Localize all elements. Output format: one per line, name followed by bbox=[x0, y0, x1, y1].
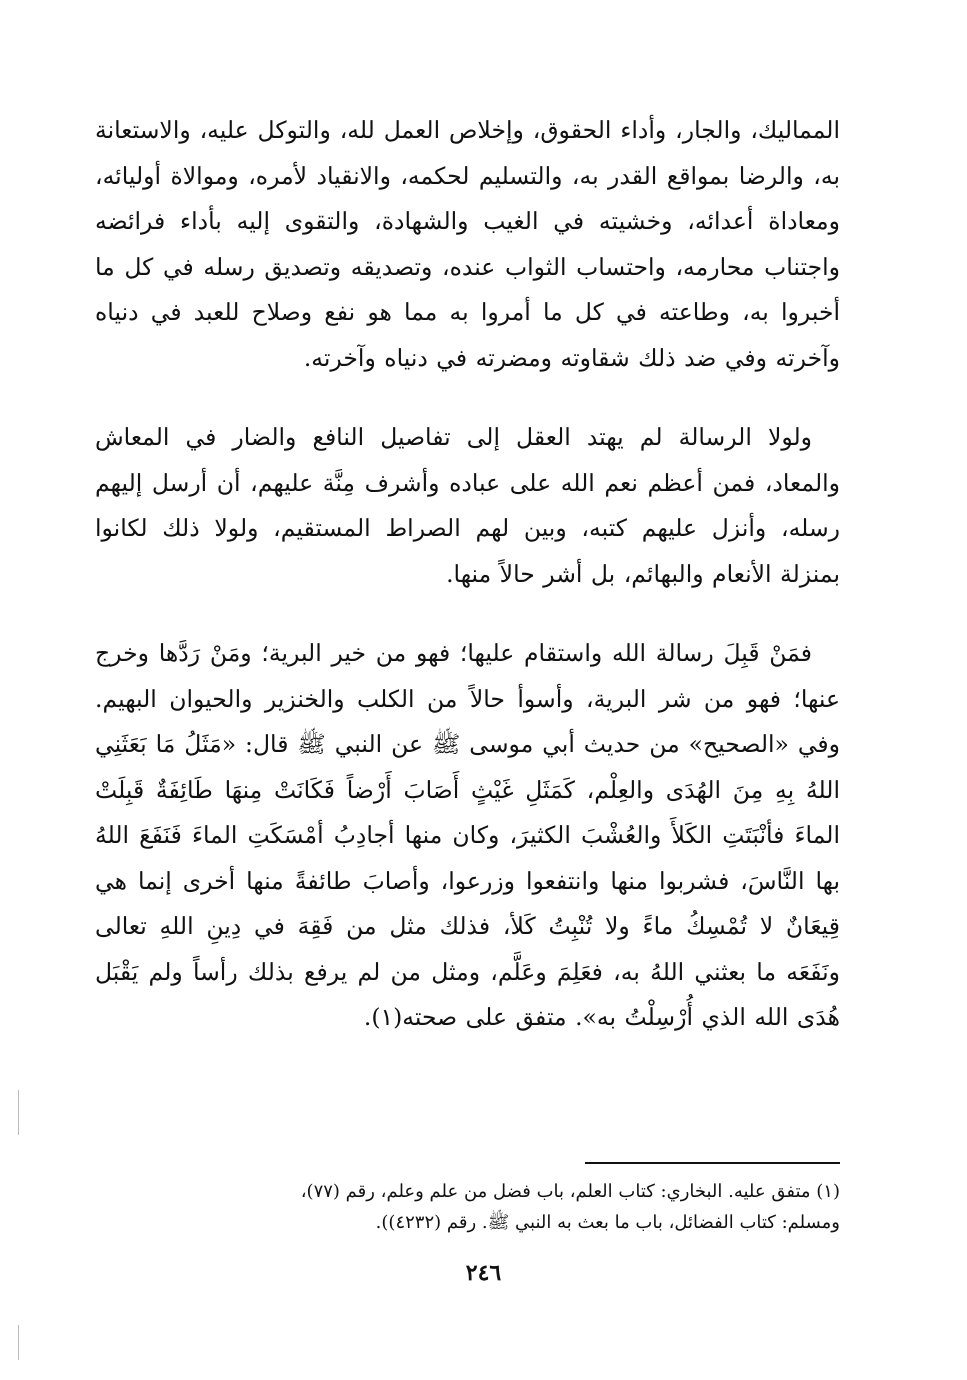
footnote-line-2: ومسلم: كتاب الفضائل، باب ما بعث به النبي ﷺ. رقم (٤٢٣٢)). bbox=[375, 1212, 840, 1233]
paragraph-1 bbox=[95, 108, 840, 381]
paragraph-2-text: ولولا الرسالة لم يهتد العقل إلى تفاصيل النافع والضار في المعاش والمعاد، فمن أعظم نعم الله على عباده وأشرف مِنَّة عليهم، أن أرسل إليهم رسله، وأنزل عليهم كتبه، وبين لهم الصراط المستقيم، ولولا ذلك لكانوا بمنزلة الأنعام والبهائم، بل أشر حالاً منها. bbox=[95, 423, 840, 588]
footnote-line-1: (١) متفق عليه. البخاري: كتاب العلم، باب فضل من علم وعلم، رقم (٧٧)، bbox=[300, 1181, 840, 1202]
paragraph-3 bbox=[95, 631, 840, 1041]
paragraph-3-text: فمَنْ قَبِلَ رسالة الله واستقام عليها؛ فهو من خير البرية؛ ومَنْ رَدَّها وخرج عنها؛ فهو من شر البرية، وأسوأ حالاً من الكلب والخنزير والحيوان البهيم. وفي «الصحيح» من حديث أبي موسى ﷺ عن النبي ﷺ قال: «مَثَلُ مَا بَعَثَنِي اللهُ بِهِ مِنَ الهُدَى والعِلْم، كَمَثَلِ غَيْثٍ أَصَابَ أَرْضاً فَكَانَتْ مِنهَا طَائِفَةٌ قَبِلَتْ الماءَ فأنْبَتَتِ الكَلأَ والعُشْبَ الكثيرَ، وكان منها أجادِبُ أمْسَكَتِ الماءَ فَنَفَعَ اللهُ بها النَّاسَ، فشربوا منها وانتفعوا وزرعوا، وأصابَ طائفةً منها أخرى إنما هي قِيعَانٌ لا تُمْسِكُ ماءً ولا تُنْبِتُ كَلأ، فذلك مثل من فَقِهَ في دِينِ اللهِ تعالى ونَفَعَه ما بعثني اللهُ به، فعَلِمَ وعَلَّم، ومثل من لم يرفع بذلك رأساً ولم يَقْبَل هُدَى الله الذي أُرْسِلْتُ به». متفق على صحته(١). bbox=[95, 639, 840, 1031]
main-text bbox=[95, 108, 840, 1067]
footnote-divider bbox=[585, 1162, 840, 1164]
scan-edge-mark bbox=[18, 1325, 19, 1360]
paragraph-2 bbox=[95, 415, 840, 597]
paragraph-1-text: المماليك، والجار، وأداء الحقوق، وإخلاص العمل لله، والتوكل عليه، والاستعانة به، والرضا بمواقع القدر به، والتسليم لحكمه، والانقياد لأمره، وموالاة أوليائه، ومعاداة أعدائه، وخشيته في الغيب والشهادة، والتقوى إليه بأداء فرائضه واجتناب محارمه، واحتساب الثواب عنده، وتصديقه وتصديق رسله في كل ما أخبروا به، وطاعته في كل ما أمروا به مما هو نفع وصلاح للعبد في دنياه وآخرته وفي ضد ذلك شقاوته ومضرته في دنياه وآخرته. bbox=[95, 116, 840, 372]
footnotes bbox=[150, 1176, 840, 1238]
scan-edge-mark bbox=[18, 1090, 19, 1135]
page-number: ٢٤٦ bbox=[465, 1260, 502, 1286]
